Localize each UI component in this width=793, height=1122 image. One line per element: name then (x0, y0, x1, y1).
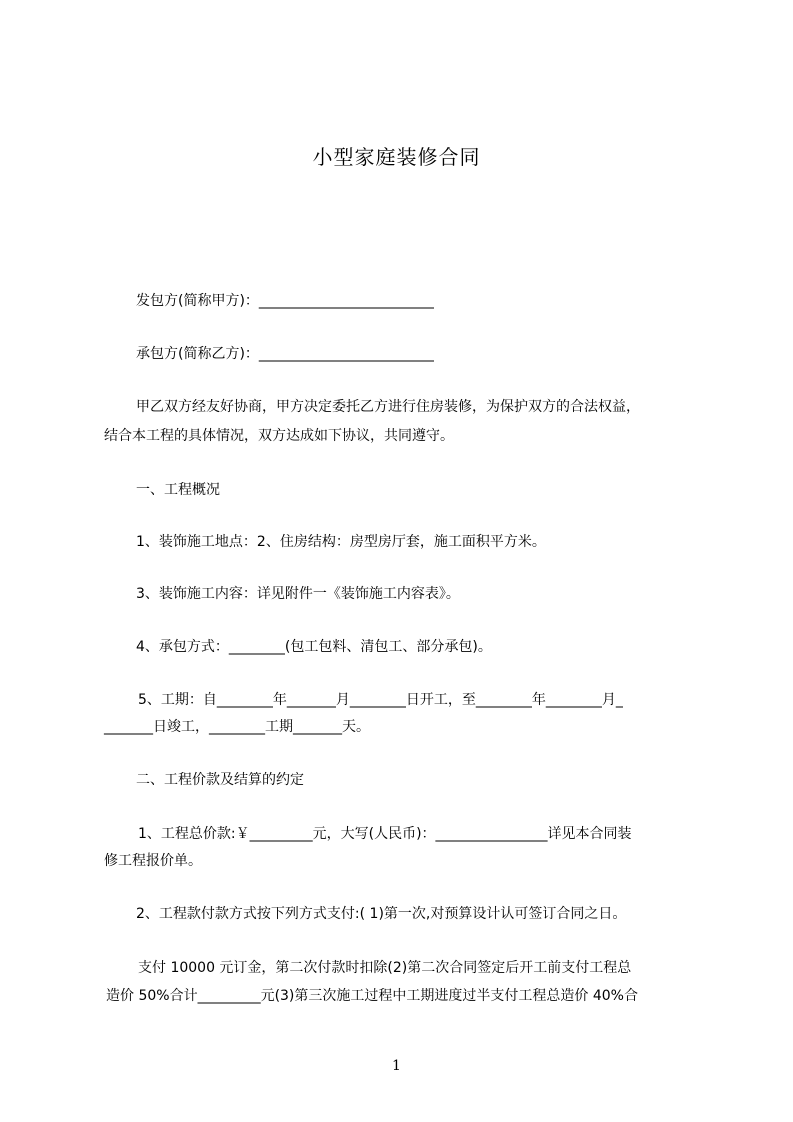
clause-payment-method: 2、工程款付款方式按下列方式支付:( 1)第一次,对预算设计认可签订合同之日。 (136, 906, 627, 922)
clause-total-price-line-1: 1、工程总价款:￥_________元，大写(人民币)：________________详见本合同装 (138, 826, 632, 842)
clause-schedule-line-1: 5、工期：自________年_______月________日开工，至________年________月_ (138, 692, 623, 708)
clause-deposit-line-2: 造价 50%合计_________元(3)第三次施工过程中工期进度过半支付工程总造价 40%合 (106, 988, 638, 1004)
section-heading-project-overview: 一、工程概况 (136, 482, 220, 498)
party-a-line: 发包方(简称甲方)：_________________________ (136, 293, 434, 309)
page-number: 1 (392, 1058, 401, 1074)
section-heading-price-settlement: 二、工程价款及结算的约定 (136, 772, 304, 788)
clause-construction-site: 1、装饰施工地点：2、住房结构：房型房厅套，施工面积平方米。 (136, 534, 546, 550)
clause-contract-method: 4、承包方式：________(包工包料、清包工、部分承包)。 (136, 639, 492, 655)
clause-construction-content: 3、装饰施工内容：详见附件一《装饰施工内容表》。 (136, 586, 460, 602)
clause-deposit-line-1: 支付 10000 元订金，第二次付款时扣除(2)第二次合同签定后开工前支付工程总 (138, 960, 632, 976)
clause-total-price-line-2: 修工程报价单。 (104, 853, 202, 869)
contract-title: 小型家庭装修合同 (312, 145, 481, 169)
clause-schedule-line-2: _______日竣工，________工期_______天。 (104, 719, 370, 735)
intro-paragraph-line-2: 结合本工程的具体情况，双方达成如下协议，共同遵守。 (104, 428, 454, 444)
intro-paragraph-line-1: 甲乙双方经友好协商，甲方决定委托乙方进行住房装修，为保护双方的合法权益， (136, 399, 640, 415)
party-b-line: 承包方(简称乙方)：_________________________ (136, 346, 434, 362)
